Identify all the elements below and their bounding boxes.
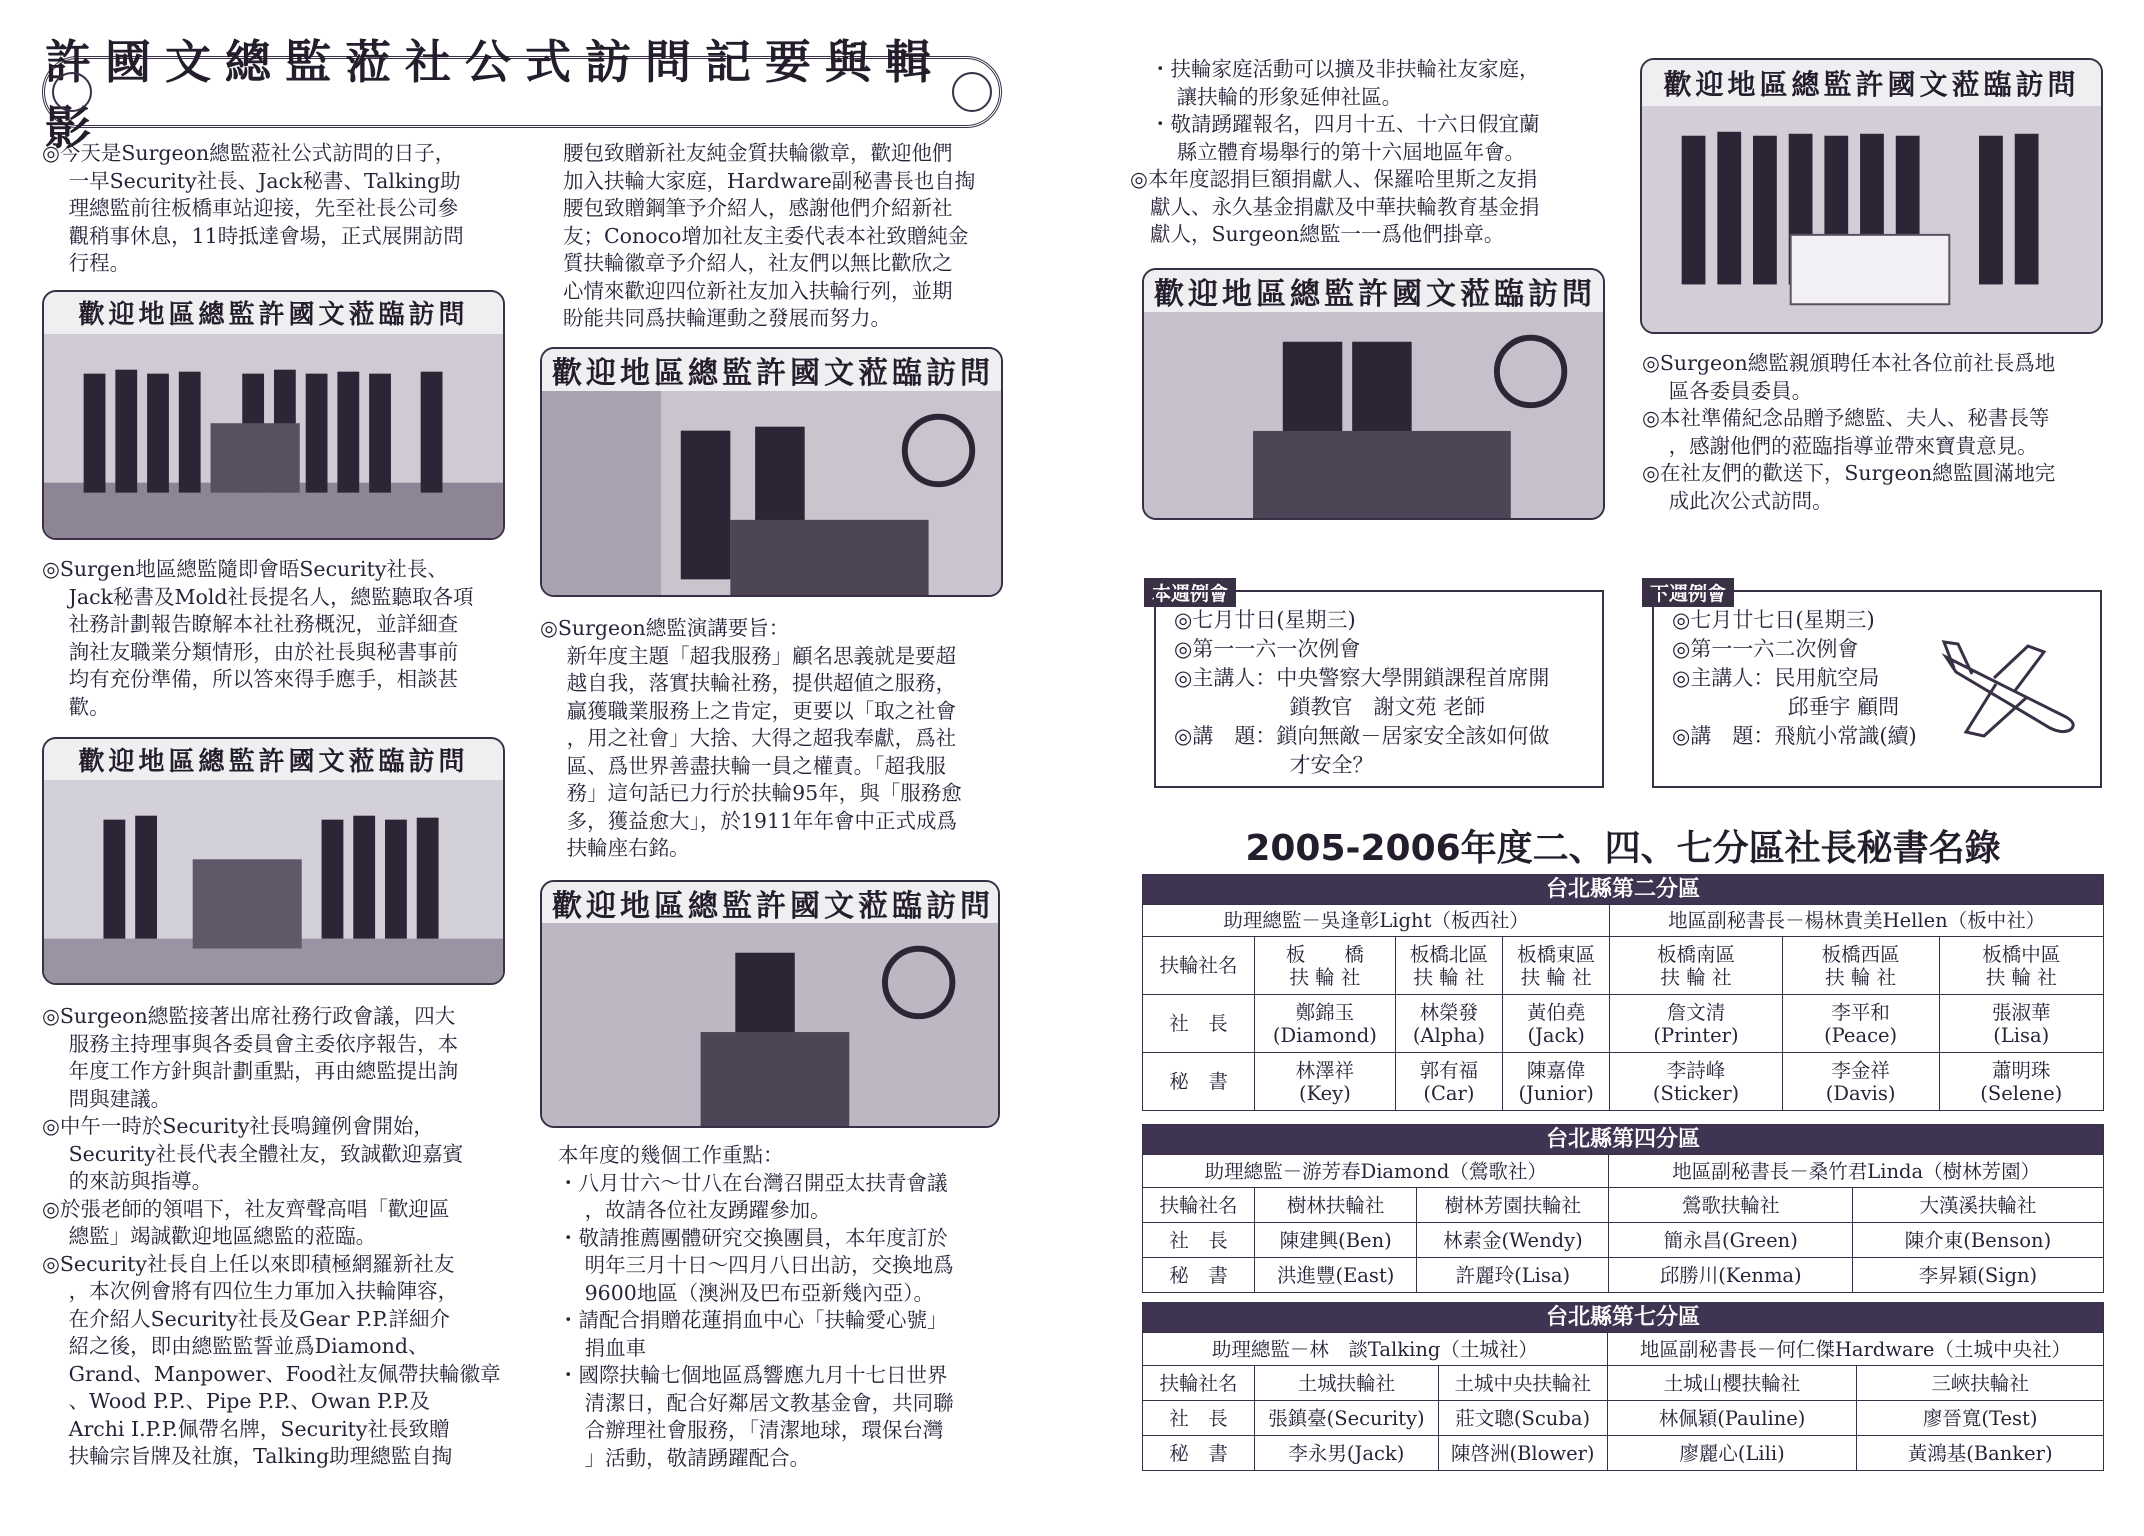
col2-paragraph-3: 本年度的幾個工作重點： ・八月廿六～廿八在台灣召開亞太扶青會議 ，故請各位社友踴躍參加。 ・敬請推薦團體研究交換團員，本年度訂於 明年三月十日～四月八日出訪，交換地爲 9600地區（澳洲及巴布亞新幾內亞）。 ・請配合捐贈花蓮捐血中心「扶輪愛心號」 捐血車 ・國際扶輪七個地區爲響應九月十七日世界 清潔日，配合好鄰居文教基金會，共同聯 合辦理社會服務，「清潔地球，環保台灣 」活動，敬請踴躍配合。 (558, 1143, 954, 1470)
president-cell: 鄭錦玉 (Diamond) (1255, 995, 1396, 1053)
president-cell: 林素金(Wendy) (1417, 1223, 1609, 1258)
this-week-meeting-box: ◎七月廿日(星期三) ◎第一一六一次例會 ◎主講人：中央警察大學開鎖課程首席開 鎖教官 謝文苑 老師 ◎講 題：鎖向無敵－居家安全該如何做 才安全？ (1154, 590, 1604, 788)
this-week-tag: 本週例會 (1144, 578, 1236, 607)
assistant-governor: 助理總監－游芳春Diamond（鶯歌社） (1143, 1155, 1609, 1188)
president-cell: 陳介東(Benson) (1852, 1223, 2103, 1258)
photo-banner: 歡迎地區總監許國文蒞臨訪問 (44, 739, 503, 780)
photo-banner: 歡迎地區總監許國文蒞臨訪問 (44, 292, 503, 334)
club-cell: 板橋北區 扶 輪 社 (1395, 937, 1502, 995)
secretary-cell: 李詩峰 (Sticker) (1610, 1053, 1782, 1111)
roster-district-7-table (1142, 1302, 2104, 1471)
secretary-cell: 洪進豐(East) (1255, 1258, 1417, 1293)
col2-paragraph-2: ◎Surgeon總監演講要旨： 新年度主題「超我服務」顧名思義就是要超 越自我，落實扶輪社務，提供超値之服務， 贏獲職業服務上之肯定，更要以「取之社會 ，用之社會」大捨、大得之超我奉獻，爲社 區、爲世界善盡扶輪一員之權責。「超我服 務」這句話已力行於扶輪95年，與「服務愈 多，獲益愈大」，於1911年年會中正式成爲 扶輪座右銘。 (540, 616, 962, 860)
district-name: 台北縣第四分區 (1143, 1125, 2104, 1155)
secretary-cell: 陳嘉偉 (Junior) (1503, 1053, 1610, 1111)
photo-two-men-podium (540, 347, 1003, 597)
roster-district-2-table (1142, 874, 2104, 1111)
photo-banner: 歡迎地區總監許國文蒞臨訪問 (542, 882, 998, 923)
district-deputy-secretary: 地區副秘書長－楊林貴美Hellen（板中社） (1610, 905, 2104, 937)
assistant-governor: 助理總監－林 談Talking（土城社） (1143, 1333, 1608, 1366)
photo-scene (542, 391, 1001, 597)
president-cell: 李平和 (Peace) (1782, 995, 1939, 1053)
club-cell: 板橋南區 扶 輪 社 (1610, 937, 1782, 995)
assistant-governor: 助理總監－吳逢彰Light（板西社） (1143, 905, 1610, 937)
col1-paragraph-2: ◎Surgen地區總監隨即會晤Security社長、 Jack秘書及Mold社長提名人，總監聽取各項 社務計劃報告瞭解本社社務概況，並詳細查 詢社友職業分類情形，由於社長與秘書事前 均有充份準備，所以答來得手應手，相談甚 歡。 (42, 557, 474, 719)
photo-group-welcome (42, 290, 505, 540)
president-cell: 莊文聰(Scuba) (1438, 1401, 1607, 1436)
club-cell: 板 橋 扶 輪 社 (1255, 937, 1396, 995)
secretary-cell: 李永男(Jack) (1255, 1436, 1439, 1471)
photo-banner: 歡迎地區總監許國文蒞臨訪問 (542, 349, 1001, 391)
secretary-cell: 黃鴻基(Banker) (1857, 1436, 2104, 1471)
club-cell: 鶯歌扶輪社 (1609, 1188, 1853, 1223)
president-cell: 黃伯堯 (Jack) (1503, 995, 1610, 1053)
col2-paragraph-1: 腰包致贈新社友純金質扶輪徽章，歡迎他們 加入扶輪大家庭，Hardware副秘書長也自掏 腰包致贈鋼筆予介紹人，感謝他們介紹新社 友；Conoco增加社友主委代表本社致贈純金 質扶輪徽章予介紹人，社友們以無比歡欣之 心情來歡迎四位新社友加入扶輪行列，並期 盼能共同爲扶輪運動之發展而努力。 (563, 141, 976, 330)
row-label-president: 社 長 (1143, 1223, 1255, 1258)
col1-paragraph-1: ◎今天是Surgeon總監蒞社公式訪問的日子， 一早Security社長、Jack秘書、Talking助 理總監前往板橋車站迎接，先至社長公司參 觀稍事休息，11時抵達會場，正式展開訪問 行程。 (42, 141, 464, 275)
photo-speaker-lectern (540, 880, 1000, 1128)
club-cell: 大漢溪扶輪社 (1852, 1188, 2103, 1223)
photo-pin-ceremony (1142, 268, 1605, 520)
club-cell: 三峽扶輪社 (1857, 1366, 2104, 1401)
roster-heading: 2005-2006年度二、四、七分區社長秘書名錄 (1245, 828, 2001, 869)
photo-scene (1642, 106, 2101, 334)
secretary-cell: 許麗玲(Lisa) (1417, 1258, 1609, 1293)
flower-ornament-icon (952, 72, 992, 112)
club-cell: 板橋中區 扶 輪 社 (1939, 937, 2103, 995)
photo-lectern-group (42, 737, 505, 985)
airplane-icon (1936, 632, 2086, 742)
photo-scene (542, 923, 998, 1127)
photo-scene (1144, 312, 1603, 520)
row-label-club: 扶輪社名 (1143, 1188, 1255, 1223)
district-name: 台北縣第七分區 (1143, 1303, 2104, 1333)
club-cell: 土城山櫻扶輪社 (1607, 1366, 1857, 1401)
photo-past-presidents (1640, 58, 2103, 334)
secretary-cell: 李金祥 (Davis) (1782, 1053, 1939, 1111)
secretary-cell: 郭有福 (Car) (1395, 1053, 1502, 1111)
next-week-tag: 下週例會 (1642, 578, 1734, 607)
article-title: 許國文總監蒞社公式訪問記要與輯影 (45, 35, 945, 155)
club-cell: 土城中央扶輪社 (1438, 1366, 1607, 1401)
secretary-cell: 邱勝川(Kenma) (1609, 1258, 1853, 1293)
secretary-cell: 廖麗心(Lili) (1607, 1436, 1857, 1471)
row-label-club: 扶輪社名 (1143, 1366, 1255, 1401)
president-cell: 陳建興(Ben) (1255, 1223, 1417, 1258)
president-cell: 林佩穎(Pauline) (1607, 1401, 1857, 1436)
club-cell: 土城扶輪社 (1255, 1366, 1439, 1401)
row-label-secretary: 秘 書 (1143, 1436, 1255, 1471)
club-cell: 板橋東區 扶 輪 社 (1503, 937, 1610, 995)
club-cell: 樹林芳園扶輪社 (1417, 1188, 1609, 1223)
president-cell: 張淑華 (Lisa) (1939, 995, 2103, 1053)
secretary-cell: 林澤祥 (Key) (1255, 1053, 1396, 1111)
president-cell: 張鎮臺(Security) (1255, 1401, 1439, 1436)
flower-ornament-icon (52, 72, 92, 112)
photo-scene (44, 334, 503, 540)
district-deputy-secretary: 地區副秘書長－桑竹君Linda（樹林芳園） (1609, 1155, 2104, 1188)
col1-paragraph-3: ◎Surgeon總監接著出席社務行政會議，四大 服務主持理事與各委員會主委依序報告，本 年度工作方針與計劃重點，再由總監提出詢 問與建議。 ◎中午一時於Security社長鳴鐘例會開始， Security社長代表全體社友，致誠歡迎嘉賓 的來訪與指導。 ◎於張老師的領唱下，社友齊聲高唱「歡迎區 總監」竭誠歡迎地區總監的蒞臨。 ◎Security社長自上任以來即積極網羅新社友 ，本次例會將有四位生力軍加入扶輪陣容， 在介紹人Security社長及Gear P.P.詳細介 紹之後，即由總監監誓並爲Diamond、 Grand、Manpower、Food社友佩帶扶輪徽章 、Wood P.P.、Pipe P.P.、Owan P.P.及 Archi I.P.P.佩帶名牌，Security社長致贈 扶輪宗旨牌及社旗，Talking助理總監自掏 (42, 1004, 501, 1468)
secretary-cell: 李昇穎(Sign) (1852, 1258, 2103, 1293)
club-cell: 樹林扶輪社 (1255, 1188, 1417, 1223)
row-label-president: 社 長 (1143, 995, 1255, 1053)
article-title-frame (42, 35, 1002, 155)
row-label-club: 扶輪社名 (1143, 937, 1255, 995)
president-cell: 林榮發 (Alpha) (1395, 995, 1502, 1053)
secretary-cell: 陳啓洲(Blower) (1438, 1436, 1607, 1471)
roster-district-4-table (1142, 1124, 2104, 1293)
next-week-meeting-box: ◎七月廿七日(星期三) ◎第一一六二次例會 ◎主講人：民用航空局 邱垂宇 顧問 ◎講 題：飛航小常識(續) (1652, 590, 2102, 788)
secretary-cell: 蕭明珠 (Selene) (1939, 1053, 2103, 1111)
district-name: 台北縣第二分區 (1143, 875, 2104, 905)
club-cell: 板橋西區 扶 輪 社 (1782, 937, 1939, 995)
president-cell: 詹文清 (Printer) (1610, 995, 1782, 1053)
row-label-president: 社 長 (1143, 1401, 1255, 1436)
row-label-secretary: 秘 書 (1143, 1053, 1255, 1111)
president-cell: 簡永昌(Green) (1609, 1223, 1853, 1258)
president-cell: 廖晉寬(Test) (1857, 1401, 2104, 1436)
photo-banner: 歡迎地區總監許國文蒞臨訪問 (1144, 270, 1603, 312)
col4-paragraph-1: ◎Surgeon總監親頒聘任本社各位前社長爲地 區各委員委員。 ◎本社準備紀念品贈予總監、夫人、秘書長等 ，感謝他們的蒞臨指導並帶來寶貴意見。 ◎在社友們的歡送下，Surgeon總監圓滿地完 成此次公式訪問。 (1642, 351, 2056, 513)
district-deputy-secretary: 地區副秘書長－何仁傑Hardware（土城中央社） (1607, 1333, 2103, 1366)
row-label-secretary: 秘 書 (1143, 1258, 1255, 1293)
col3-paragraph-1: ・扶輪家庭活動可以擴及非扶輪社友家庭， 讓扶輪的形象延伸社區。 ・敬請踴躍報名，四月十五、十六日假宜蘭 縣立體育場舉行的第十六屆地區年會。 ◎本年度認捐巨額捐獻人、保羅哈里斯之友捐 獻人、永久基金捐獻及中華扶輪教育基金捐 獻人，Surgeon總監一一爲他們掛章。 (1130, 57, 1540, 246)
photo-scene (44, 780, 503, 984)
photo-banner: 歡迎地區總監許國文蒞臨訪問 (1642, 60, 2101, 106)
